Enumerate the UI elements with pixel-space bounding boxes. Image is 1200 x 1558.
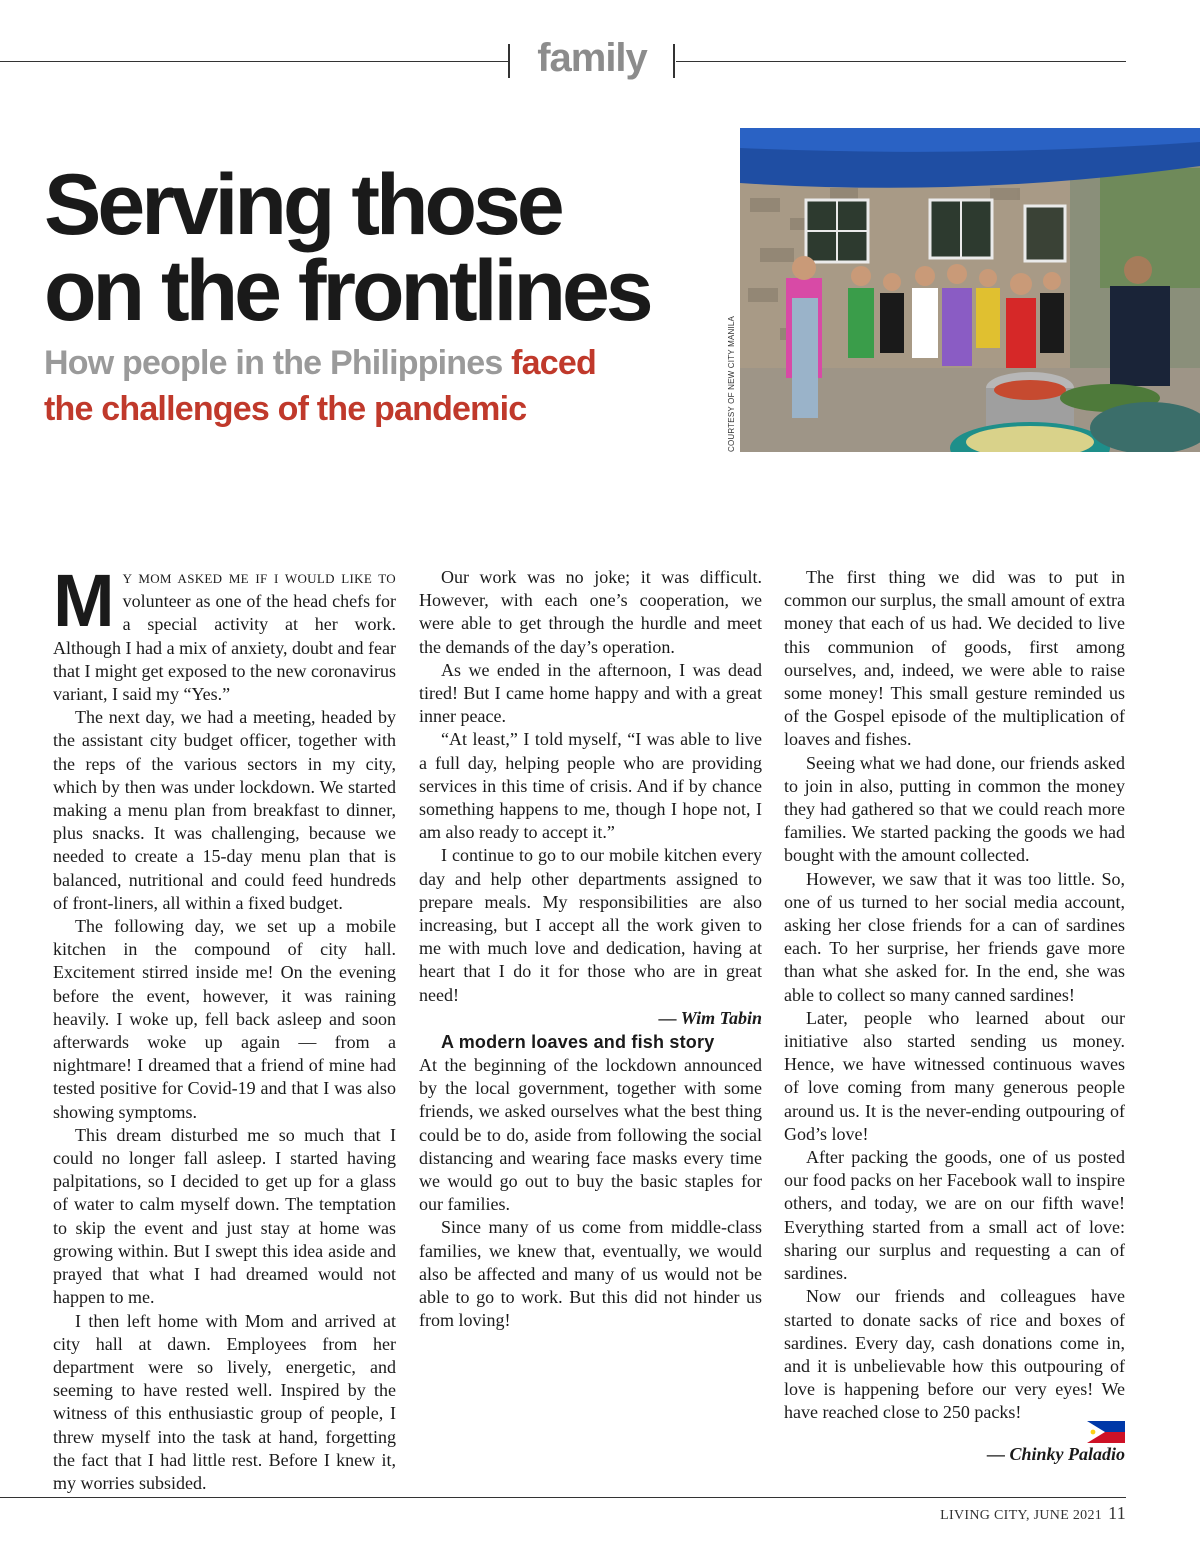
lead-in-caps: Y MOM ASKED ME IF I WOULD LIKE TO	[122, 571, 396, 586]
headline	[44, 157, 724, 339]
subheadline-red-2: the challenges of the pandemic	[44, 390, 527, 428]
story1-paragraph-1-rest: volunteer as one of the head chefs for a special activity at her work. Although I had a mix of anxiety, doubt and fear that I might get exposed to the new coronavirus variant, I said my “Yes.”	[53, 591, 396, 705]
article-column-1	[53, 559, 396, 1495]
headline-line-2: on the frontlines	[44, 243, 650, 339]
drop-cap: M	[53, 559, 115, 642]
story1-paragraph-7: As we ended in the afternoon, I was dead tired! But I came home happy and with a great inner peace.	[419, 659, 762, 727]
story2-title: A modern loaves and fish story	[441, 1032, 715, 1053]
story1-paragraph-1	[53, 559, 396, 706]
subheadline-red-1: faced	[511, 344, 596, 382]
story2-paragraph-1: At the beginning of the lockdown announced by the local government, together with some friends, we asked ourselves what the best thing could be to do, aside from following the social distancing and wearing face masks every time we would go out to buy the basic staples for our families.	[419, 1055, 762, 1215]
story1-paragraph-5: I then left home with Mom and arrived at city hall at dawn. Employees from her department were so lively, energetic, and seeming to have rested well. Inspired by the witness of this enthusiastic group of people, I threw myself into the task at hand, forgetting the fact that I had little rest. Before I knew it, my worries subsided.	[53, 1310, 396, 1493]
headline-line-1: Serving those	[44, 157, 561, 253]
footer-rule	[0, 1497, 1126, 1498]
story1-byline: — Wim Tabin	[658, 1007, 762, 1028]
article-column-3	[784, 566, 1125, 1466]
story2-paragraph-2: Since many of us come from middle-class families, we knew that, eventually, we would also be affected and many of us would not be able to go to work. But this did not hinder us from loving!	[419, 1217, 762, 1331]
story1-paragraph-3: The following day, we set up a mobile kitchen in the compound of city hall. Excitement stirred inside me! On the evening before the event, however, it was raining heavily. I woke up, fell back asleep and soon afterwards woke up again — from a nightmare! I dreamed that a friend of mine had tested positive for Covid-19 and that I was also showing symptoms.	[53, 916, 396, 1122]
publication-name: LIVING CITY, JUNE 2021	[940, 1508, 1103, 1523]
story2-paragraph-5: However, we saw that it was too little. So, one of us turned to her social media account, asking her close friends for a can of sardines each. To her surprise, her friends gave more than what she asked for. In the end, she was able to collect so many canned sardines!	[784, 868, 1125, 1005]
page-footer	[940, 1503, 1126, 1524]
volunteers-photo	[740, 128, 1200, 452]
story2-byline: — Chinky Paladio	[986, 1443, 1125, 1464]
philippine-flag-icon	[1087, 1421, 1125, 1443]
story2-paragraph-4: Seeing what we had done, our friends asked to join in also, putting in common the money they had gathered so that we could reach more families. We started packing the goods we had bought with the amount collected.	[784, 752, 1125, 866]
story1-paragraph-8: “At least,” I told myself, “I was able to live a full day, helping people who are providing services in this time of crisis. And if by chance something happens to me, though I hope not, I am also ready to accept it.”	[419, 729, 762, 843]
section-rule-left	[0, 61, 508, 62]
story1-paragraph-4: This dream disturbed me so much that I could no longer fall asleep. I started having palpitations, so I decided to get up for a glass of water to calm myself down. The temptation to skip the event and just stay at home was growing within. But I swept this idea aside and prayed that what I had dreamed would not happen to me.	[53, 1124, 396, 1308]
story2-paragraph-6: Later, people who learned about our initiative also started sending us money. Hence, we have witnessed continuous waves of love coming from many generous people around us. It is the never-ending outpouring of God’s love!	[784, 1007, 1125, 1144]
section-divider-left	[508, 44, 510, 78]
story2-paragraph-8: Now our friends and colleagues have started to donate sacks of rice and boxes of sardines. Every day, cash donations come in, and it is unbelievable how this outpouring of love is happening before our very eyes! We have reached close to 250 packs!	[784, 1286, 1125, 1423]
story1-paragraph-6: Our work was no joke; it was difficult. However, with each one’s cooperation, we were able to get through the hurdle and meet the demands of the day’s operation.	[419, 567, 762, 657]
story2-paragraph-3: The first thing we did was to put in common our surplus, the small amount of extra money that each of us had. We decided to live this communion of goods, first among ourselves, and, indeed, we were able to raise some money! This small gesture reminded us of the Gospel episode of the multiplication of loaves and fishes.	[784, 567, 1125, 750]
photo-credit: COURTESY OF NEW CITY MANILA	[727, 315, 736, 452]
story1-paragraph-2: The next day, we had a meeting, headed by the assistant city budget officer, together with the reps of the various sectors in my city, which by then was under lockdown. We started making a menu plan from breakfast to dinner, plus snacks. It was challenging, because we needed to create a 15-day menu plan that is balanced, nutritional and could feed hundreds of front-liners, all within a fixed budget.	[53, 707, 396, 913]
page-number: 11	[1108, 1503, 1126, 1523]
article-column-2	[419, 566, 762, 1333]
section-rule-right	[676, 61, 1126, 62]
story1-paragraph-9: I continue to go to our mobile kitchen every day and help other departments assigned to prepare meals. My responsibilities are also increasing, but I accept all the work given to me with much love and dedication, having at heart that I do it for those who are in great need!	[419, 845, 762, 1005]
subheadline-grey: How people in the Philippines	[44, 344, 512, 382]
subheadline	[44, 340, 724, 432]
story2-paragraph-7: After packing the goods, one of us posted our food packs on her Facebook wall to inspire others, and today, we are on our fifth wave! Everything started from a small act of love: sharing our surplus and requesting a can of sardines.	[784, 1147, 1125, 1284]
section-divider-right	[673, 44, 675, 78]
section-label: family	[537, 36, 647, 80]
